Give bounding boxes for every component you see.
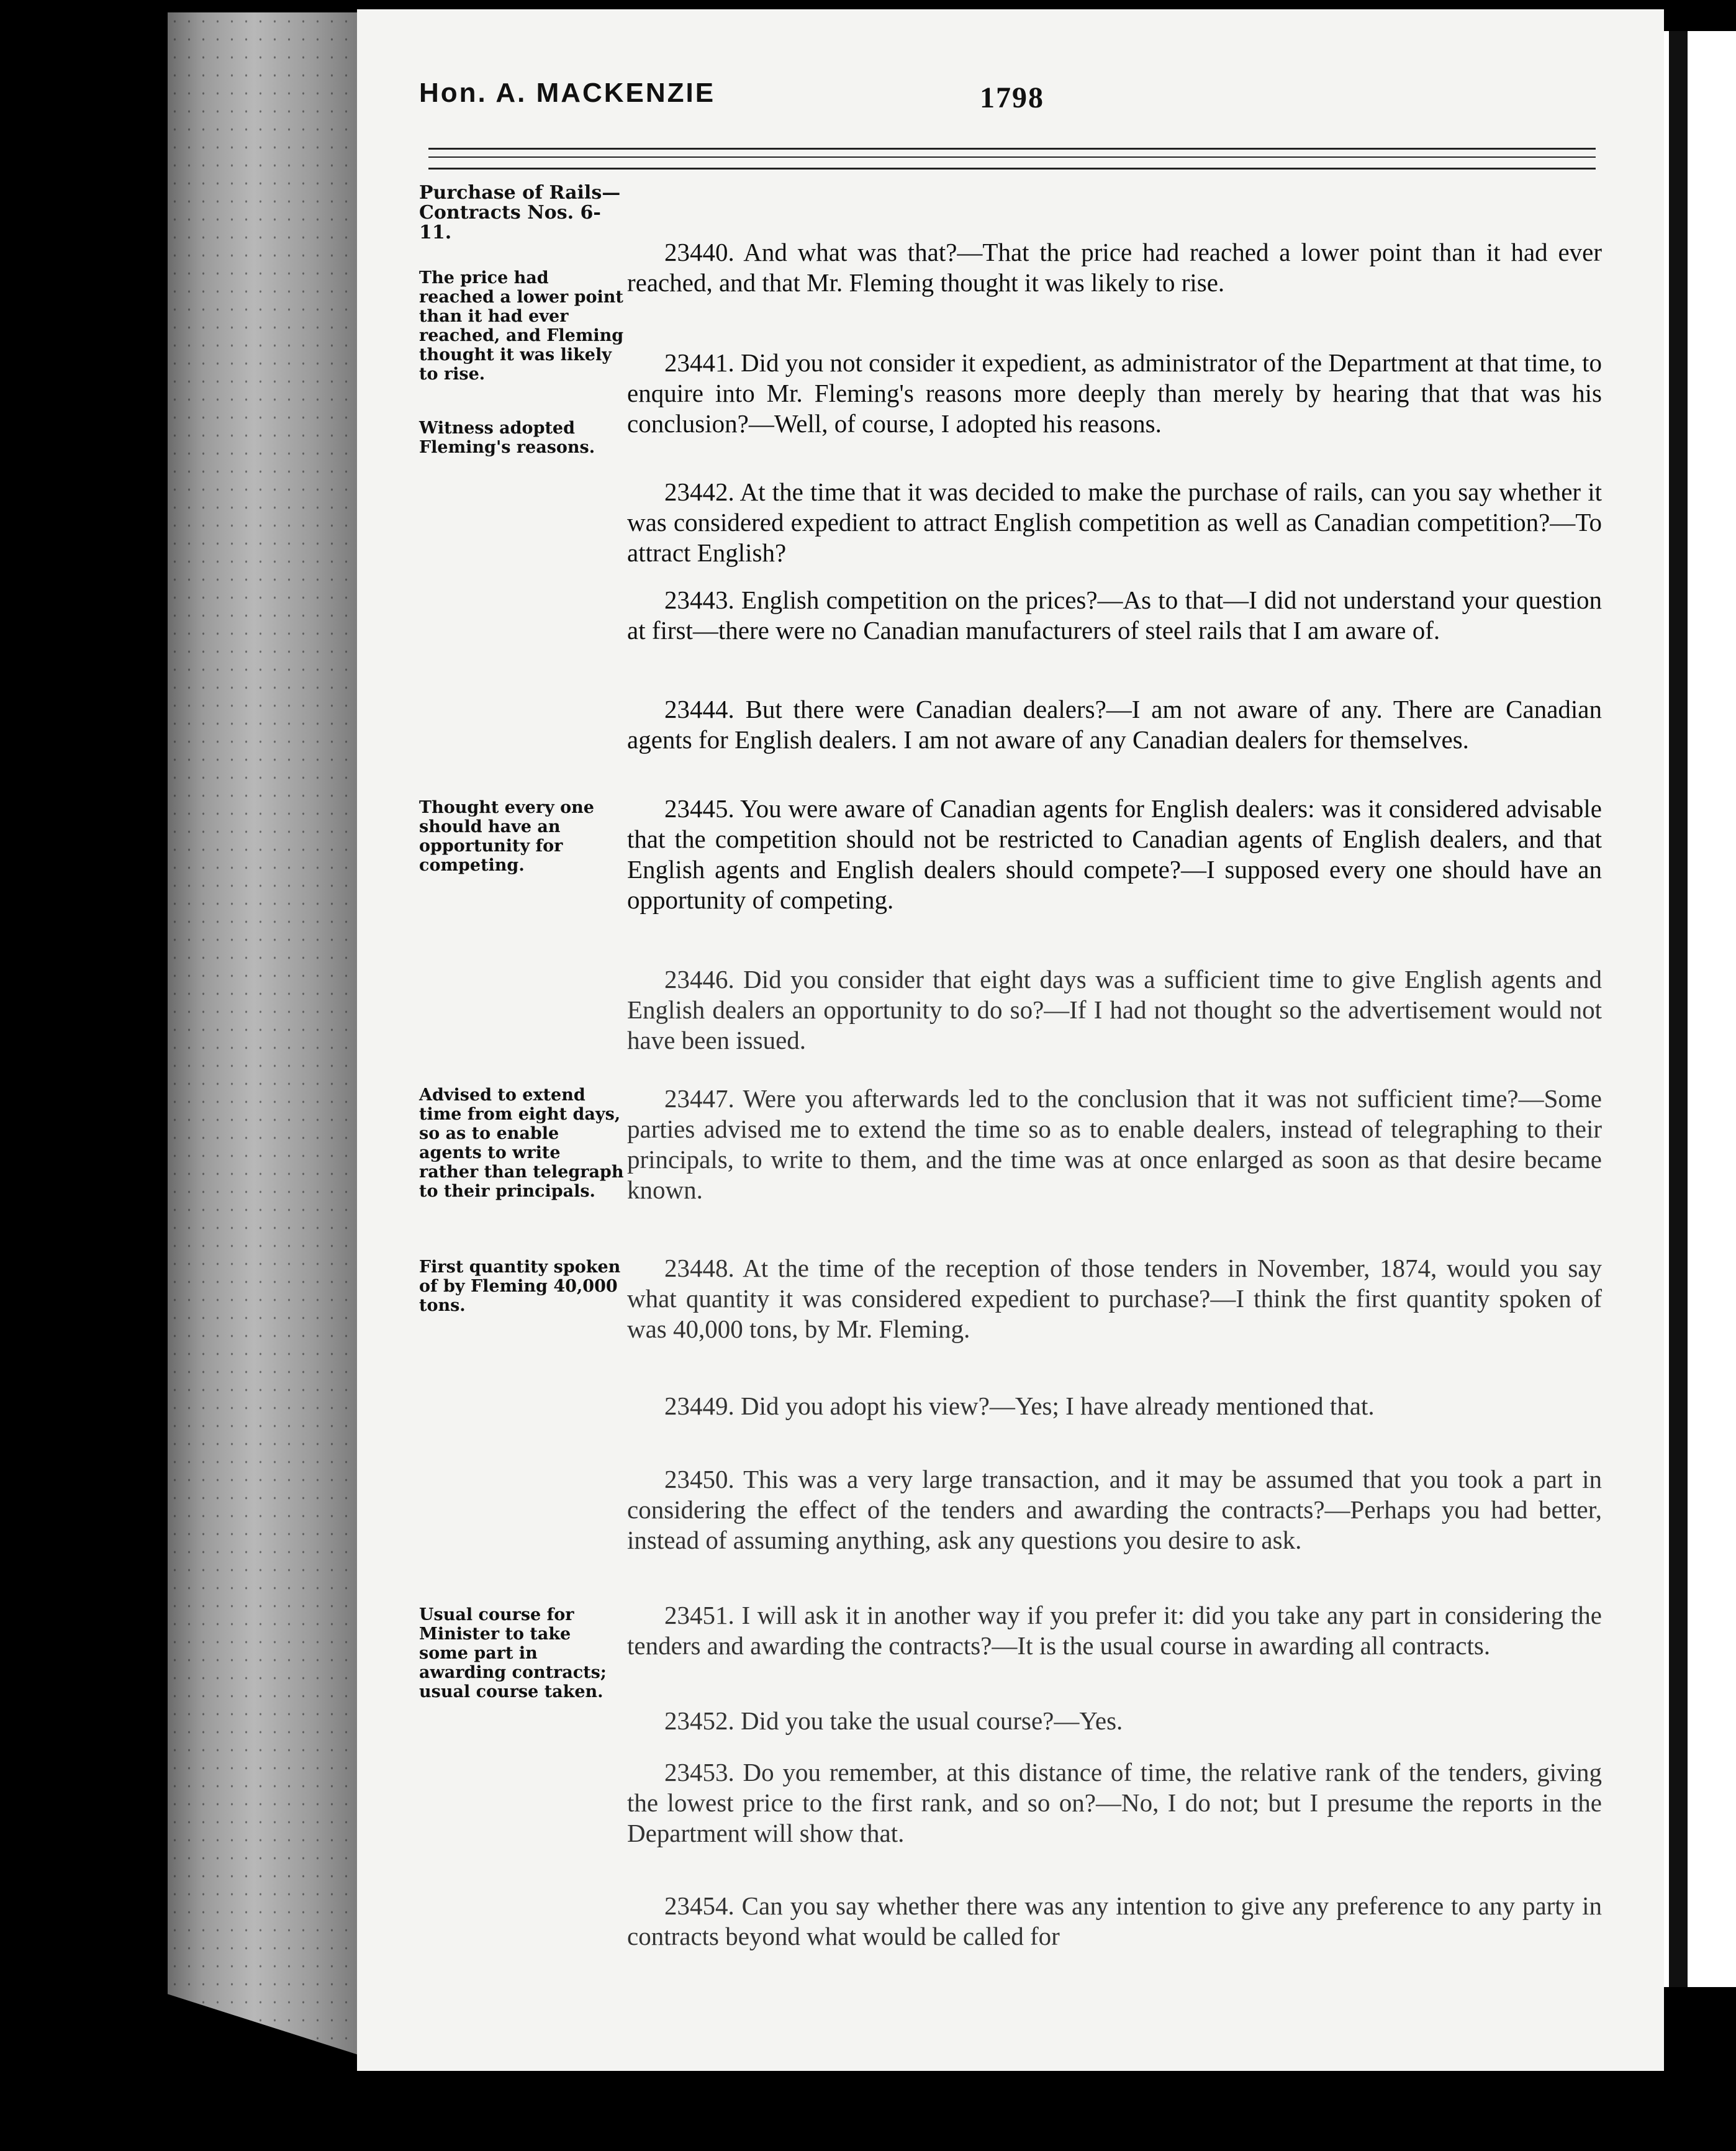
running-head: Hon. A. MACKENZIE — [419, 78, 716, 108]
testimony-paragraph: 23450. This was a very large transaction, and it may be assumed that you took a part in considering the effect of the tenders and awarding the contracts?—Perhaps you had better, instead of assuming anything, ask any questions you desire to ask. — [627, 1465, 1602, 1554]
header-rule — [428, 168, 1596, 170]
testimony-paragraph: 23446. Did you consider that eight days was a sufficient time to give English agents and English dealers an opportunity to do so?—If I had not thought so the advertisement would not have been issued. — [627, 965, 1602, 1054]
testimony-paragraph: 23445. You were aware of Canadian agents for English dealers: was it considered advisable that the competition should not be restricted to Canadian agents of English dealers, and that English agents and English dealers should compete?—I supposed every one should have an opportunity of competing. — [627, 794, 1602, 914]
side-note-section-heading: Purchase of Rails— Contracts Nos. 6-11. — [419, 182, 621, 243]
testimony-paragraph: 23441. Did you not consider it expedient, as administrator of the Department at that time, to enquire into Mr. Fleming's reasons more deeply than merely by hearing that that was his conclusion?—Well, of course, I adopted his reasons. — [627, 348, 1602, 438]
header-rule — [428, 156, 1596, 158]
testimony-paragraph: 23453. Do you remember, at this distance of time, the relative rank of the tenders, giving the lowest price to the first rank, and so on?—No, I do not; but I presume the reports in the Department will show that. — [627, 1758, 1602, 1847]
testimony-paragraph: 23442. At the time that it was decided to make the purchase of rails, can you say whether it was considered expedient to attract English competition as well as Canadian competition?—To attract English? — [627, 478, 1602, 567]
side-note: First quantity spoken of by Fleming 40,000 tons. — [419, 1257, 621, 1315]
testimony-paragraph: 23454. Can you say whether there was any intention to give any preference to any party in contracts beyond what would be called for — [627, 1891, 1602, 1950]
testimony-paragraph: 23447. Were you afterwards led to the conclusion that it was not sufficient time?—Some parties advised me to extend the time so as to enable dealers, instead of telegraphing to their principals, to write to them, and the time was at once enlarged as soon as that desire became known. — [627, 1084, 1602, 1204]
side-note: Witness adopted Fleming's reasons. — [419, 419, 595, 457]
scan-border-left — [0, 0, 168, 2151]
facing-page-edge — [1664, 31, 1736, 1987]
side-note: Usual course for Minister to take some part in awarding contracts; usual course taken. — [419, 1605, 607, 1701]
gutter-shadow — [1669, 31, 1688, 1987]
side-note: Thought every one should have an opportunity for competing. — [419, 798, 594, 875]
book-page-edges — [168, 12, 360, 2055]
page-number: 1798 — [980, 81, 1044, 114]
side-note: The price had reached a lower point than it had ever reached, and Fleming thought it was likely to rise. — [419, 268, 624, 384]
testimony-paragraph: 23449. Did you adopt his view?—Yes; I have already mentioned that. — [664, 1392, 1375, 1420]
testimony-paragraph: 23443. English competition on the prices?—As to that—I did not understand your question at first—there were no Canadian manufacturers of steel rails that I am aware of. — [627, 586, 1602, 645]
header-rule — [428, 148, 1596, 150]
testimony-paragraph: 23448. At the time of the reception of those tenders in November, 1874, would you say what quantity it was considered expedient to purchase?—I think the first quantity spoken of was 40,000 tons, by Mr. Fleming. — [627, 1254, 1602, 1343]
testimony-paragraph: 23451. I will ask it in another way if you prefer it: did you take any part in considering the tenders and awarding the contracts?—It is the usual course in awarding all contracts. — [627, 1601, 1602, 1660]
testimony-paragraph: 23444. But there were Canadian dealers?—I am not aware of any. There are Canadian agents for English dealers. I am not aware of any Canadian dealers for themselves. — [627, 695, 1602, 754]
testimony-paragraph: 23440. And what was that?—That the price had reached a lower point than it had ever reached, and that Mr. Fleming thought it was likely to rise. — [627, 238, 1602, 297]
side-note: Advised to extend time from eight days, so as to enable agents to write rather than telegraph to their principals. — [419, 1085, 624, 1201]
testimony-paragraph: 23452. Did you take the usual course?—Yes. — [664, 1706, 1123, 1735]
